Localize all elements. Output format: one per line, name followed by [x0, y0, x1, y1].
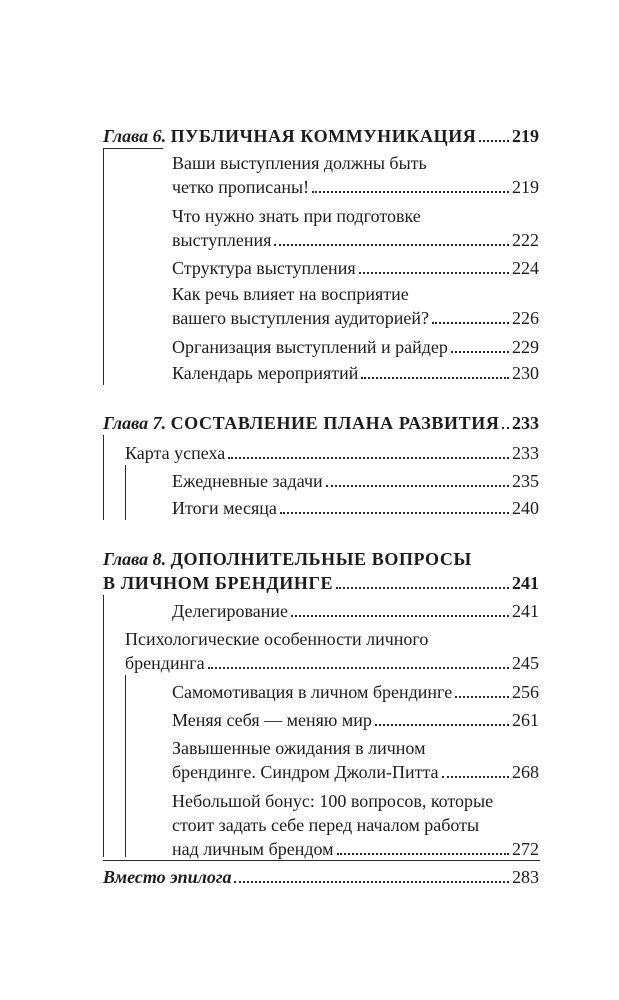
chapter-8-title-line1: ДОПОЛНИТЕЛЬНЫЕ ВОПРОСЫ: [170, 549, 472, 569]
page-number: 233: [512, 443, 539, 463]
toc-entry[interactable]: Календарь мероприятий 230: [172, 363, 539, 383]
chapter-6-bracket-line: [103, 148, 104, 385]
page-number: 272: [512, 839, 539, 859]
page-number: 256: [512, 682, 539, 702]
page-number: 226: [512, 308, 539, 328]
toc-entry-line[interactable]: Ваши выступления должны быть: [172, 153, 427, 173]
page-number: 229: [512, 337, 539, 357]
leader-dots: [326, 485, 509, 487]
toc-entry[interactable]: Организация выступлений и райдер 229: [172, 337, 539, 357]
chapter-8-label: Глава 8.: [103, 549, 167, 569]
leader-dots: [280, 512, 509, 514]
chapter-7-label: Глава 7.: [103, 413, 167, 433]
page-number: 235: [512, 471, 539, 491]
chapter-8-heading[interactable]: [103, 572, 539, 594]
page-number: 261: [512, 710, 539, 730]
leader-dots: [375, 724, 509, 726]
toc-entry[interactable]: над личным брендом 272: [172, 839, 539, 859]
page-number: 222: [512, 230, 539, 250]
toc-section-line[interactable]: Психологические особенности личного: [125, 629, 429, 649]
page-number: 241: [512, 601, 539, 621]
leader-dots: [361, 377, 509, 379]
page-number: 241: [512, 573, 539, 593]
leader-dots: [336, 587, 509, 589]
leader-dots: [451, 351, 509, 353]
epilogue-separator: [103, 860, 540, 861]
page-number: 245: [512, 653, 539, 673]
section-bracket-line: [125, 465, 126, 520]
toc-entry-line[interactable]: Завышенные ожидания в личном: [172, 738, 426, 758]
toc-entry-line[interactable]: Небольшой бонус: 100 вопросов, которые: [172, 791, 494, 811]
toc-entry[interactable]: выступления 222: [172, 230, 539, 250]
leader-dots: [432, 322, 509, 324]
leader-dots: [479, 140, 509, 142]
chapter-8-heading-line[interactable]: [103, 548, 472, 570]
chapter-7-bracket-line: [103, 435, 104, 520]
section-bracket-line: [125, 675, 126, 857]
page-number: 283: [512, 867, 539, 887]
toc-section[interactable]: Карта успеха 233: [125, 443, 539, 463]
chapter-7-title: СОСТАВЛЕНИЕ ПЛАНА РАЗВИТИЯ: [170, 413, 500, 433]
toc-entry[interactable]: Ежедневные задачи 235: [172, 471, 539, 491]
page-number: 230: [512, 363, 539, 383]
toc-entry[interactable]: Самомотивация в личном брендинге 256: [172, 682, 539, 702]
chapter-6-separator: [103, 148, 163, 149]
page-number: 224: [512, 258, 539, 278]
toc-entry[interactable]: Меняя себя — меняю мир 261: [172, 710, 539, 730]
leader-dots: [208, 667, 509, 669]
epilogue-title: Вместо эпилога: [103, 867, 232, 887]
chapter-6-label: Глава 6.: [103, 126, 167, 146]
leader-dots: [291, 615, 509, 617]
leader-dots: [312, 191, 509, 193]
leader-dots: [337, 853, 509, 855]
page-number: 240: [512, 498, 539, 518]
toc-entry-line[interactable]: Что нужно знать при подготовке: [172, 206, 421, 226]
toc-entry[interactable]: Структура выступления 224: [172, 258, 539, 278]
toc-entry[interactable]: вашего выступления аудиторией? 226: [172, 308, 539, 328]
toc-entry[interactable]: брендинге. Синдром Джоли-Питта 268: [172, 762, 539, 782]
chapter-6-heading[interactable]: [103, 125, 539, 147]
chapter-7-heading[interactable]: [103, 412, 539, 434]
toc-entry[interactable]: Делегирование 241: [172, 601, 539, 621]
page-number: 268: [512, 762, 539, 782]
leader-dots: [274, 244, 509, 246]
epilogue-entry[interactable]: [103, 866, 539, 888]
chapter-8-bracket-line: [103, 595, 104, 857]
page-number: 219: [512, 126, 539, 146]
leader-dots: [502, 427, 509, 429]
chapter-8-title-line2: В ЛИЧНОМ БРЕНДИНГЕ: [103, 573, 334, 593]
leader-dots: [359, 272, 509, 274]
leader-dots: [228, 457, 509, 459]
page-number: 233: [512, 413, 539, 433]
leader-dots: [455, 696, 509, 698]
page-number: 219: [512, 177, 539, 197]
toc-entry-line[interactable]: стоит задать себе перед началом работы: [172, 815, 480, 835]
toc-entry[interactable]: четко прописаны! 219: [172, 177, 539, 197]
chapter-6-title: ПУБЛИЧНАЯ КОММУНИКАЦИЯ: [170, 126, 477, 146]
toc-entry[interactable]: Итоги месяца 240: [172, 498, 539, 518]
toc-entry-line[interactable]: Как речь влияет на восприятие: [172, 284, 409, 304]
toc-section[interactable]: брендинга 245: [125, 653, 539, 673]
leader-dots: [442, 776, 509, 778]
leader-dots: [234, 881, 509, 883]
